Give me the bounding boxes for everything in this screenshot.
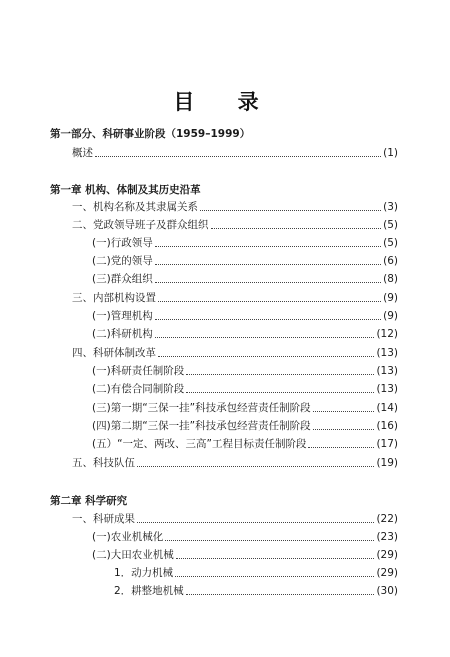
toc-entry-label: 一、科研成果 [72, 513, 135, 525]
leader-dots [137, 521, 374, 523]
toc-entry [72, 218, 398, 232]
toc-entry-label: (一)科研责任制阶段 [92, 365, 185, 377]
toc-entry [72, 346, 398, 360]
toc-entry-label: 二、党政领导班子及群众组织 [72, 219, 209, 231]
toc-entry [92, 437, 398, 451]
toc-entry [92, 530, 398, 544]
toc-entry-label: 五、科技队伍 [72, 457, 135, 469]
toc-page-number: (14) [376, 402, 398, 414]
toc-entry-label: 1．动力机械 [114, 567, 174, 579]
leader-dots [165, 539, 374, 541]
toc-page-number: (16) [376, 420, 398, 432]
toc-entry-label: 概述 [72, 147, 93, 159]
toc-entry [92, 309, 398, 323]
toc-entry [92, 327, 398, 341]
toc-page-number: (23) [376, 531, 398, 543]
leader-dots [95, 155, 381, 157]
toc-entry-label: (二)有偿合同制阶段 [92, 383, 185, 395]
leader-dots [176, 557, 375, 559]
toc-entry [92, 401, 398, 415]
toc-entry [114, 584, 398, 598]
page-title: 目 录 [173, 90, 277, 114]
toc-page-number: (5) [383, 219, 398, 231]
toc-entry [92, 548, 398, 562]
toc-entry-label: 2．耕整地机械 [114, 585, 184, 597]
toc-page-number: (17) [376, 438, 398, 450]
leader-dots [155, 336, 375, 338]
toc-page-number: (1) [383, 147, 398, 159]
toc-entry-label: (三)第一期“三保一挂”科技承包经营责任制阶段 [92, 402, 311, 414]
toc-entry [72, 512, 398, 526]
toc-entry-label: (一)管理机构 [92, 310, 153, 322]
leader-dots [186, 373, 374, 375]
toc-page-number: (13) [376, 365, 398, 377]
toc-entry-label: (四)第二期“三保一挂”科技承包经营责任制阶段 [92, 420, 311, 432]
chapter1-heading: 第一章 机构、体制及其历史沿革 [50, 184, 201, 196]
leader-dots [158, 300, 381, 302]
leader-dots [313, 410, 375, 412]
toc-entry-label: (一)行政领导 [92, 237, 153, 249]
toc-entry-label: (三)群众组织 [92, 273, 153, 285]
toc-entry-label: (二)党的领导 [92, 255, 153, 267]
leader-dots [186, 391, 374, 393]
toc-entry [92, 364, 398, 378]
leader-dots [308, 446, 374, 448]
toc-page-number: (9) [383, 292, 398, 304]
toc-entry-label: (五）“一定、两改、三高”工程目标责任制阶段 [92, 438, 307, 450]
toc-page-number: (30) [376, 585, 398, 597]
toc-page-number: (12) [376, 328, 398, 340]
leader-dots [211, 227, 382, 229]
leader-dots [155, 245, 381, 247]
toc-page-number: (19) [376, 457, 398, 469]
leader-dots [200, 209, 381, 211]
toc-entry [72, 456, 398, 470]
toc-entry [92, 254, 398, 268]
toc-entry-label: 一、机构名称及其隶属关系 [72, 201, 198, 213]
leader-dots [313, 428, 375, 430]
toc-entry-label: 四、科研体制改革 [72, 347, 156, 359]
toc-entry [72, 200, 398, 214]
chapter2-heading: 第二章 科学研究 [50, 495, 128, 507]
toc-entry [92, 236, 398, 250]
leader-dots [155, 318, 381, 320]
toc-page-number: (9) [383, 310, 398, 322]
toc-entry-label: (二)大田农业机械 [92, 549, 174, 561]
part1-heading: 第一部分、科研事业阶段（1959–1999） [50, 128, 251, 140]
leader-dots [186, 593, 375, 595]
toc-page-number: (5) [383, 237, 398, 249]
toc-entry-label: 三、内部机构设置 [72, 292, 156, 304]
toc-page-number: (3) [383, 201, 398, 213]
toc-page-number: (13) [376, 347, 398, 359]
toc-entry [114, 566, 398, 580]
toc-page-number: (22) [376, 513, 398, 525]
leader-dots [137, 465, 374, 467]
toc-page-number: (29) [376, 549, 398, 561]
toc-page-number: (6) [383, 255, 398, 267]
toc-entry [92, 272, 398, 286]
toc-page-number: (13) [376, 383, 398, 395]
toc-entry [92, 382, 398, 396]
toc-entry [72, 291, 398, 305]
leader-dots [175, 575, 374, 577]
leader-dots [155, 281, 381, 283]
toc-page-number: (8) [383, 273, 398, 285]
toc-page-number: (29) [376, 567, 398, 579]
toc-entry [92, 419, 398, 433]
toc-entry-label: (二)科研机构 [92, 328, 153, 340]
toc-entry-overview [72, 146, 398, 160]
leader-dots [155, 263, 381, 265]
leader-dots [158, 355, 374, 357]
toc-entry-label: (一)农业机械化 [92, 531, 164, 543]
